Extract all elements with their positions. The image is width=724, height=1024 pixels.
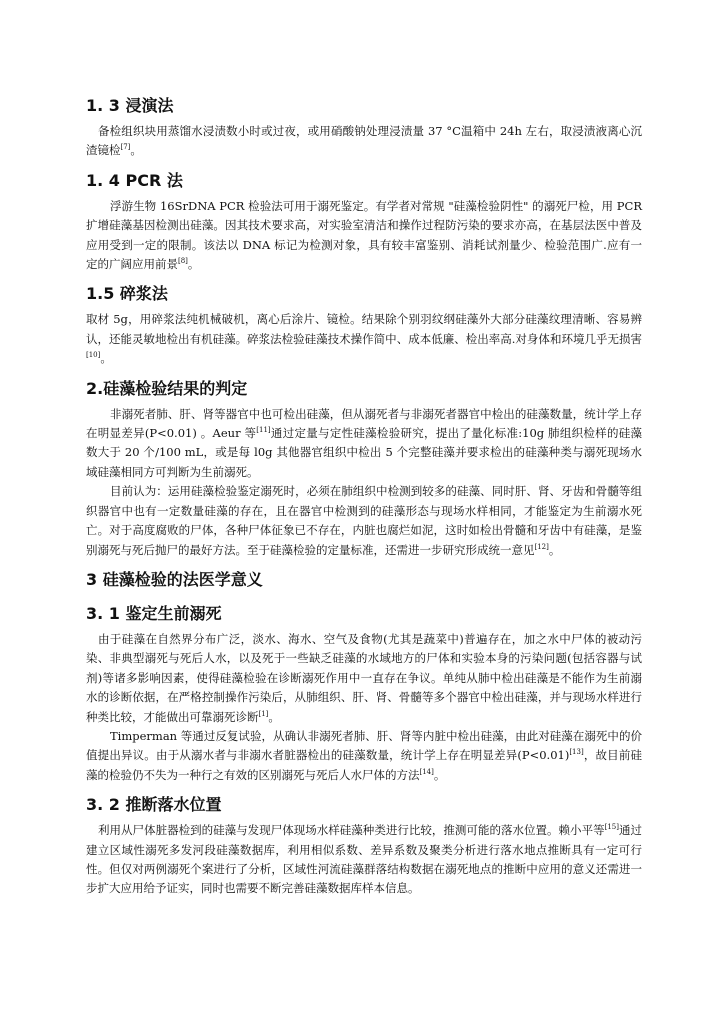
section-heading-3-2: 3. 2 推断落水位置	[86, 795, 222, 815]
citation-ref: [10]	[86, 351, 101, 360]
paragraph-end: 。	[433, 767, 446, 782]
paragraph-text: 目前认为：运用硅藻检验鉴定溺死时，必须在肺组织中检测到较多的硅藻、同时肝、肾、牙齿和骨髓等组织器官中也有一定数量硅藻的存在，且在器官中检测到的硅藻形态与现场水样相同，才能鉴定为生前溺水死亡。对于高度腐败的尸体，各种尸体征象已不存在，内脏也腐烂如泥，这时如检出骨髓和牙齿中有硅藻，是鉴别溺死与死后抛尸的最好方法。至于硅藻检验的定量标准，还需进一步研究形成统一意见	[86, 484, 642, 557]
paragraph-text: 备检组织块用蒸馏水浸渍数小时或过夜，或用硝酸钠处理浸渍量 37 °C温箱中 24h 左右，取浸渍液离心沉渣镜检	[86, 124, 642, 158]
paragraph-text: 取材 5g，用碎浆法纯机械破机，离心后涂片、镜检。结果除个别羽纹纲硅藻外大部分硅藻纹理清晰、容易辨认，还能灵敏地检出有机硅藻。碎浆法检验硅藻技术操作简中、成本低廉、检出率高.对身体和环境几乎无损害	[86, 312, 642, 346]
citation-ref: [13]	[569, 748, 584, 757]
paragraph-end: 。	[268, 709, 280, 724]
section-heading-1-3: 1. 3 浸演法	[86, 96, 174, 115]
paragraph-judgement-1	[86, 405, 642, 483]
paragraph-end: 。	[187, 257, 200, 272]
paragraph-pcr	[86, 197, 642, 275]
paragraph-water-entry	[86, 821, 642, 899]
paragraph-text: ，故目前硅藻的检验仍不失为一种行之有效的区别溺死与死后人水尸体的方法	[86, 748, 642, 782]
paragraph-text: 通过定量与定性硅藻检验研究，提出了量化标准:10g 肺组织检样的硅藻数大于 20 个/100 mL，或是每 l0g 其他器官组织中检出 5 个完整硅藻并要求检出的硅藻种类与溺死现场水域硅藻相同方可判断为生前溺死。	[86, 426, 642, 479]
paragraph-judgement-2	[86, 482, 642, 560]
paragraph-text: 通过建立区域性溺死多发河段硅藻数据库，利用相似系数、差异系数及聚类分析进行落水地点推断具有一定可行性。但仅对两例溺死个案进行了分析，区域性河流硅藻群落结构数据在溺死地点的推断中应用的意义还需进一步扩大应用给予证实，同时也需要不断完善硅藻数据库样本信息。	[86, 823, 642, 896]
paragraph-antemortem-1	[86, 630, 642, 727]
section-heading-3-1: 3. 1 鉴定生前溺死	[86, 603, 222, 623]
paragraph-immersion	[86, 122, 642, 161]
citation-ref: [14]	[419, 767, 434, 776]
paragraph-pulp	[86, 310, 642, 368]
citation-ref: [15]	[604, 823, 619, 832]
paragraph-end: 。	[100, 351, 112, 366]
citation-ref: [12]	[534, 542, 549, 551]
paragraph-antemortem-2	[86, 727, 642, 785]
paragraph-text: Timperman 等通过反复试验，从确认非溺死者肺、肝、肾等内脏中检出硅藻，由此对硅藻在溺死中的价值提出异议。由于从溺水者与非溺水者脏器检出的硅藻数量，统计学上存在明显差异(P<0.01)	[86, 728, 642, 763]
paragraph-text: 利用从尸体脏器检到的硅藻与发现尸体现场水样硅藻种类进行比较，推测可能的落水位置。赖小平等	[98, 823, 605, 838]
section-heading-1-4: 1. 4 PCR 法	[86, 170, 183, 190]
citation-ref: [8]	[178, 257, 188, 266]
section-heading-3: 3 硅藻检验的法医学意义	[86, 569, 263, 589]
paragraph-end: 。	[130, 143, 142, 158]
section-heading-2: 2.硅藻检验结果的判定	[86, 378, 248, 398]
paragraph-text: 由于硅藻在自然界分布广泛，淡水、海水、空气及食物(尤其是蔬菜中)普遍存在，加之水中尸体的被动污染、非典型溺死与死后人水，以及死于一些缺乏硅藻的水域地方的尸体和实验本身的污染问题(包括容器与试剂)等诸多影响因素，使得硅藻检验在诊断溺死作用中一直存在争议。单纯从肺中检出硅藻是不能作为生前溺水的诊断依据，在严格控制操作污染后，从肺组织、肝、肾、骨髓等多个器官中检出硅藻，并与现场水样进行种类比较，才能做出可靠溺死诊断	[86, 631, 642, 724]
paragraph-end: 。	[548, 542, 561, 557]
citation-ref: [1]	[258, 709, 269, 718]
citation-ref: [11]	[256, 426, 271, 435]
paragraph-text: 浮游生物 16SrDNA PCR 检验法可用于溺死鉴定。有学者对常规 "硅藻检验阴性" 的溺死尸检，用 PCR 扩增硅藻基因检测出硅藻。因其技术要求高，对实验室清洁和操作过程防污染的要求亦高，在基层法医中普及应用受到一定的限制。该法以 DNA 标记为检测对象，具有较丰富鉴别、消耗试剂量少、检验范围广.应有一定的广阔应用前景	[86, 198, 642, 272]
document-page	[86, 96, 642, 899]
citation-ref: [7]	[120, 143, 131, 152]
paragraph-text: 非溺死者肺、肝、肾等器官中也可检出硅藻，但从溺死者与非溺死者器官中检出的硅藻数量，统计学上存在明显差异(P<0.01) 。Aeur 等	[86, 406, 642, 441]
section-heading-1-5: 1.5 碎浆法	[86, 284, 168, 304]
